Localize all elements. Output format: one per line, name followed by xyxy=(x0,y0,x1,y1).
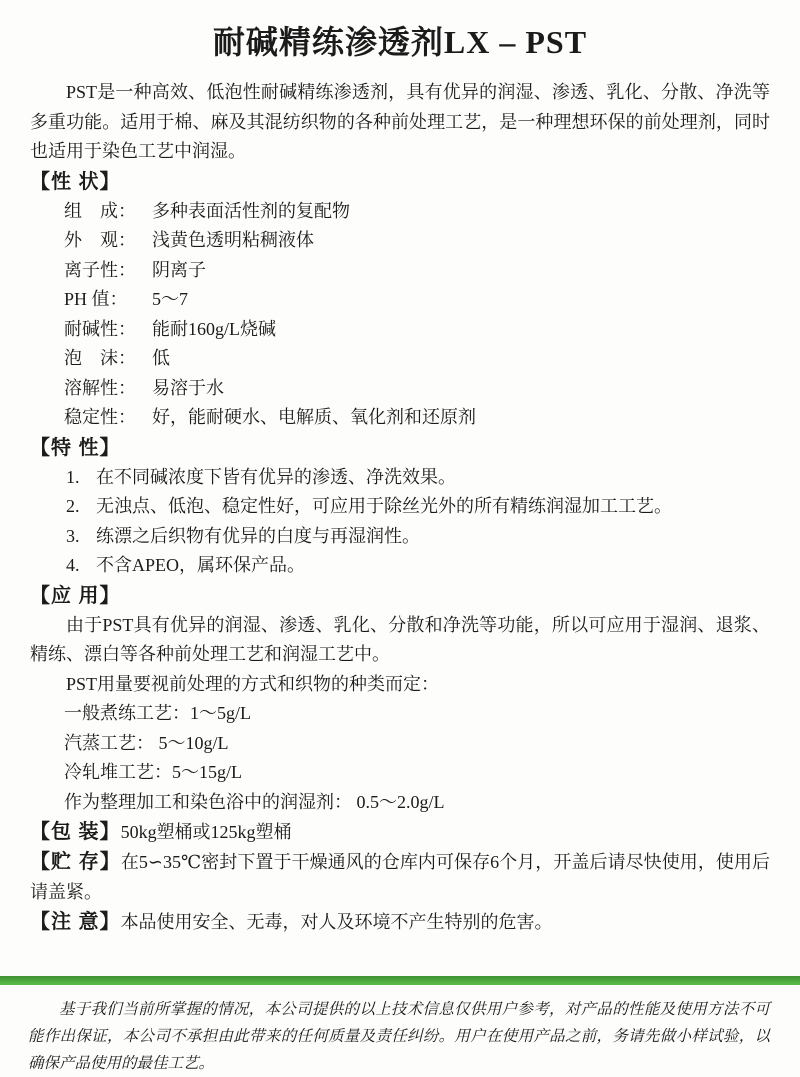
application-dosage-intro: PST用量要视前处理的方式和织物的种类而定： xyxy=(66,673,440,694)
packaging-text: 50kg塑桶或125kg塑桶 xyxy=(120,822,292,842)
datasheet-page xyxy=(0,24,800,1072)
feature-item xyxy=(66,492,770,522)
property-row xyxy=(64,197,770,227)
feature-item xyxy=(66,463,770,493)
property-row xyxy=(64,374,770,404)
notice-section xyxy=(30,907,770,937)
property-value: 浅黄色透明粘稠液体 xyxy=(152,230,314,250)
packaging-section xyxy=(30,817,770,847)
application-paragraph: 由于PST具有优异的润湿、渗透、乳化、分散和净洗等功能，所以可应用于湿润、退浆、精练、漂白等各种前处理工艺和润湿工艺中。 xyxy=(30,614,770,664)
feature-text: 练漂之后织物有优异的白度与再湿润性。 xyxy=(96,525,420,546)
section-heading-features: 【特 性】 xyxy=(30,436,121,459)
feature-number: 3. xyxy=(66,525,80,546)
dosage-line: 作为整理加工和染色浴中的润湿剂： 0.5～2.0g/L xyxy=(64,791,445,812)
property-label: 稳定性： xyxy=(64,407,136,427)
property-label: 组 成： xyxy=(64,200,136,221)
property-value: 阴离子 xyxy=(152,259,206,280)
property-row xyxy=(64,344,770,374)
section-heading-application: 【应 用】 xyxy=(30,584,121,607)
feature-item xyxy=(66,522,770,552)
feature-text: 无浊点、低泡、稳定性好，可应用于除丝光外的所有精练润湿加工工艺。 xyxy=(96,496,672,516)
property-value: 好，能耐硬水、电解质、氧化剂和还原剂 xyxy=(152,407,476,427)
dosage-line: 汽蒸工艺： 5～10g/L xyxy=(64,732,229,753)
feature-number: 4. xyxy=(66,555,80,575)
property-row xyxy=(64,315,770,345)
property-value: 能耐160g/L烧碱 xyxy=(152,318,276,339)
property-value: 易溶于水 xyxy=(152,377,224,398)
property-label: PH 值： xyxy=(64,289,128,309)
feature-item xyxy=(66,551,770,581)
dosage-line: 冷轧堆工艺：5～15g/L xyxy=(64,762,242,782)
property-label: 外 观： xyxy=(64,230,136,250)
section-heading-notice: 【注 意】 xyxy=(30,911,121,933)
property-row xyxy=(64,256,770,286)
dosage-line: 一般煮练工艺：1～5g/L xyxy=(64,703,251,723)
section-heading-packaging: 【包 装】 xyxy=(30,821,121,843)
section-heading-properties: 【性 状】 xyxy=(30,170,121,193)
footer-disclaimer: 基于我们当前所掌握的情况，本公司提供的以上技术信息仅供用户参考，对产品的性能及使用方法不可能作出保证，本公司不承担由此带来的任何质量及责任纠纷。用户在使用产品之前，务请先做小样试验，以确保产品使用的最佳工艺。 xyxy=(28,1001,770,1072)
property-row xyxy=(64,285,770,315)
feature-text: 不含APEO，属环保产品。 xyxy=(96,555,306,575)
property-value: 低 xyxy=(152,348,170,368)
section-heading-storage: 【贮 存】 xyxy=(30,851,121,873)
property-value: 多种表面活性剂的复配物 xyxy=(152,200,350,221)
notice-text: 本品使用安全、无毒，对人及环境不产生特别的危害。 xyxy=(120,912,553,932)
feature-number: 2. xyxy=(66,496,80,516)
property-row xyxy=(64,226,770,256)
green-divider-bar xyxy=(0,976,800,985)
intro-paragraph: PST是一种高效、低泡性耐碱精练渗透剂，具有优异的润湿、渗透、乳化、分散、净洗等多重功能。适用于棉、麻及其混纺织物的各种前处理工艺，是一种理想环保的前处理剂，同时也适用于染色工艺中润湿。 xyxy=(30,82,770,161)
storage-section xyxy=(30,847,770,907)
page-title: 耐碱精练渗透剂LX – PST xyxy=(212,24,588,60)
storage-text: 在5∽35℃密封下置于干燥通风的仓库内可保存6个月，开盖后请尽快使用，使用后请盖紧。 xyxy=(30,852,770,902)
feature-text: 在不同碱浓度下皆有优异的渗透、净洗效果。 xyxy=(96,466,456,487)
property-value: 5～7 xyxy=(152,289,188,309)
features-list xyxy=(30,463,770,581)
property-label: 离子性： xyxy=(64,259,136,280)
property-row xyxy=(64,403,770,433)
feature-number: 1. xyxy=(66,466,80,487)
property-label: 溶解性： xyxy=(64,377,136,398)
properties-list xyxy=(30,197,770,433)
property-label: 泡 沫： xyxy=(64,348,136,368)
property-label: 耐碱性： xyxy=(64,318,136,339)
